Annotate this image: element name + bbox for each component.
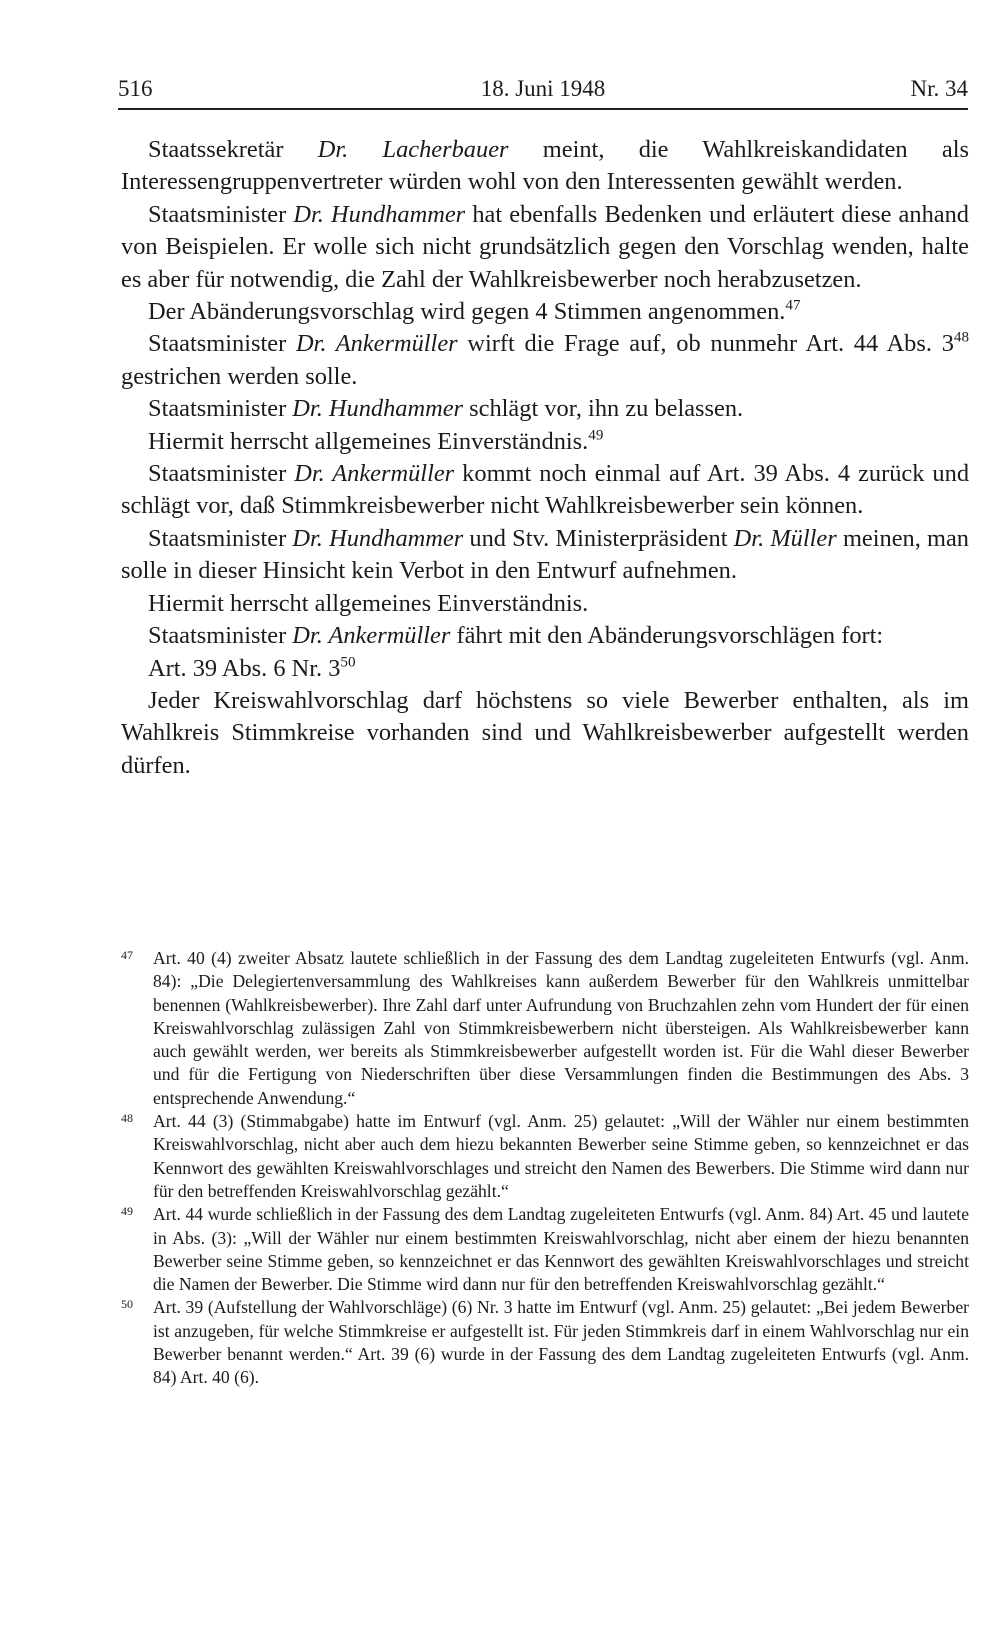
footnote-ref: 50 xyxy=(340,654,356,671)
text-run: fährt mit den Abänderungsvorschlägen fort: xyxy=(450,622,884,650)
person-name: Dr. Müller xyxy=(733,524,837,552)
text-run: Staatssekretär xyxy=(148,136,318,163)
text-run: schlägt vor, ihn zu belassen. xyxy=(463,395,744,423)
issue-number: Nr. 34 xyxy=(910,76,968,101)
paragraph xyxy=(121,685,969,782)
footnote-text: Art. 39 (Aufstellung der Wahlvorschläge) (6) Nr. 3 hatte im Entwurf (vgl. Anm. 25) gelautet: „Bei jedem Bewerber ist anzugeben, für welche Stimmkreise er aufgestellt ist. Für jeden Stimmkreis darf in einem Wahlvorschlag nur ein Bewerber benannt werden.“ Art. 39 (6) wurde in der Fassung des dem Landtag zugeleiteten Entwurfs (vgl. Anm. 84) Art. 40 (6). xyxy=(153,1297,969,1388)
footnote xyxy=(121,1110,969,1203)
main-text xyxy=(121,134,969,782)
footnote-number: 48 xyxy=(121,1111,133,1126)
page-number: 516 xyxy=(118,76,153,101)
paragraph xyxy=(121,296,969,328)
text-run: hat ebenfalls Bedenken und erläutert diese anhand von Beispielen. Er wolle sich nicht grundsätzlich gegen den Vorschlag wenden, halte es aber für notwendig, die Zahl der Wahlkreisbewerber noch herabzusetzen. xyxy=(121,200,969,293)
text-run: Hiermit herrscht allgemeines Einverständnis. xyxy=(148,589,589,617)
text-run: Staatsminister xyxy=(148,395,293,423)
text-run: Jeder Kreiswahlvorschlag darf höchstens so viele Bewerber enthalten, als im Wahlkreis Stimmkreise vorhanden sind und Wahlkreisbewerber aufgestellt werden dürfen. xyxy=(121,686,969,779)
person-name: Dr. Ankermüller xyxy=(295,330,458,358)
person-name: Dr. Hundhammer xyxy=(292,395,464,423)
paragraph xyxy=(121,653,969,685)
text-run: meinen, man solle in dieser Hinsicht kein Verbot in den Entwurf aufnehmen. xyxy=(121,524,970,585)
text-run: gestrichen werden solle. xyxy=(121,362,358,390)
footnote-text: Art. 40 (4) zweiter Absatz lautete schließlich in der Fassung des dem Landtag zugeleiteten Entwurfs (vgl. Anm. 84): „Die Delegiertenversammlung des Wahlkreises kann außerdem Bewerber für den Wahlkreis unmittelbar benennen (Wahlkreisbewerber). Ihre Zahl darf unter Aufrundung von Bruchzahlen zehn vom Hundert der für einen Kreiswahlvorschlag zulässigen Zahl von Stimmkreisbewerbern nicht übersteigen. Als Wahlkreisbewerber kann auch gewählt werden, wer bereits als Stimmkreisbewerber aufgestellt worden ist. Für die Wahl dieser Bewerber und für die Fertigung von Niederschriften über diese Versammlungen finden die Bestimmungen des Abs. 3 entsprechende Anwendung.“ xyxy=(153,948,969,1108)
text-run: Staatsminister xyxy=(148,330,296,358)
paragraph xyxy=(121,523,969,588)
person-name: Dr. Hundhammer xyxy=(293,200,466,228)
footnote-ref: 49 xyxy=(588,427,604,444)
paragraph xyxy=(121,134,969,199)
footnote-text: Art. 44 wurde schließlich in der Fassung des dem Landtag zugeleiteten Entwurfs (vgl. Anm. 84) Art. 45 und lautete in Abs. (3): „Will der Wähler nur einem bestimmten Kreiswahlvorschlag, nicht aber einem der hiezu benannten Bewerber seine Stimme geben, so kennzeichnet er das Kennwort des gewählten Kreiswahlvorschlages und streicht die Namen der Bewerber. Die Stimme wird dann nur für den betreffenden Kreiswahlvorschlag gezählt.“ xyxy=(153,1204,969,1295)
text-run: Staatsminister xyxy=(148,460,295,488)
paragraph xyxy=(121,588,969,620)
footnote-ref: 48 xyxy=(953,330,969,347)
person-name: Dr. Ankermüller xyxy=(294,460,455,488)
text-run: meint, die Wahlkreiskandidaten als Interessengruppenvertreter würden wohl von den Interessenten gewählt werden. xyxy=(121,136,969,196)
header-date: 18. Juni 1948 xyxy=(480,76,606,101)
page-header xyxy=(118,72,968,110)
text-run: Der Abänderungsvorschlag wird gegen 4 Stimmen angenommen. xyxy=(148,298,786,326)
paragraph xyxy=(121,426,969,458)
person-name: Dr. Hundhammer xyxy=(292,524,464,552)
person-name: Dr. Lacherbauer xyxy=(317,136,509,163)
paragraph xyxy=(121,199,969,296)
text-run: Hiermit herrscht allgemeines Einverständnis. xyxy=(148,427,589,455)
text-run: kommt noch einmal auf Art. 39 Abs. 4 zurück und schlägt vor, daß Stimmkreisbewerber nicht Wahlkreisbewerber sein können. xyxy=(121,460,970,520)
person-name: Dr. Ankermüller xyxy=(292,622,451,650)
footnotes xyxy=(121,947,969,1390)
footnote-number: 49 xyxy=(121,1204,133,1219)
footnote-number: 47 xyxy=(121,948,133,962)
text-run: Staatsminister xyxy=(148,200,294,228)
text-run: Art. 39 Abs. 6 Nr. 3 xyxy=(148,654,341,682)
footnote-number: 50 xyxy=(121,1297,133,1312)
paragraph xyxy=(121,328,969,393)
text-run: Staatsminister xyxy=(148,622,293,650)
paragraph xyxy=(121,620,969,652)
text-run: Staatsminister xyxy=(148,524,293,552)
footnote xyxy=(121,1203,969,1296)
text-run: und Stv. Ministerpräsident xyxy=(463,524,734,552)
footnote-text: Art. 44 (3) (Stimmabgabe) hatte im Entwurf (vgl. Anm. 25) gelautet: „Will der Wähler nur einem bestimmten Kreiswahlvorschlag, nicht aber auch dem hiezu bekannten Bewerber seine Stimme geben, so kennzeichnet er das Kennwort des gewählten Kreiswahlvorschlages und streicht den Namen des Bewerbers. Die Stimme wird dann nur für den betreffenden Kreiswahlvorschlag gezählt.“ xyxy=(153,1111,969,1201)
footnote xyxy=(121,1296,969,1389)
footnote-ref: 47 xyxy=(785,297,801,314)
paragraph xyxy=(121,393,969,425)
paragraph xyxy=(121,458,969,523)
footnote xyxy=(121,947,969,1110)
text-run: wirft die Frage auf, ob nunmehr Art. 44 Abs. 3 xyxy=(457,330,954,358)
